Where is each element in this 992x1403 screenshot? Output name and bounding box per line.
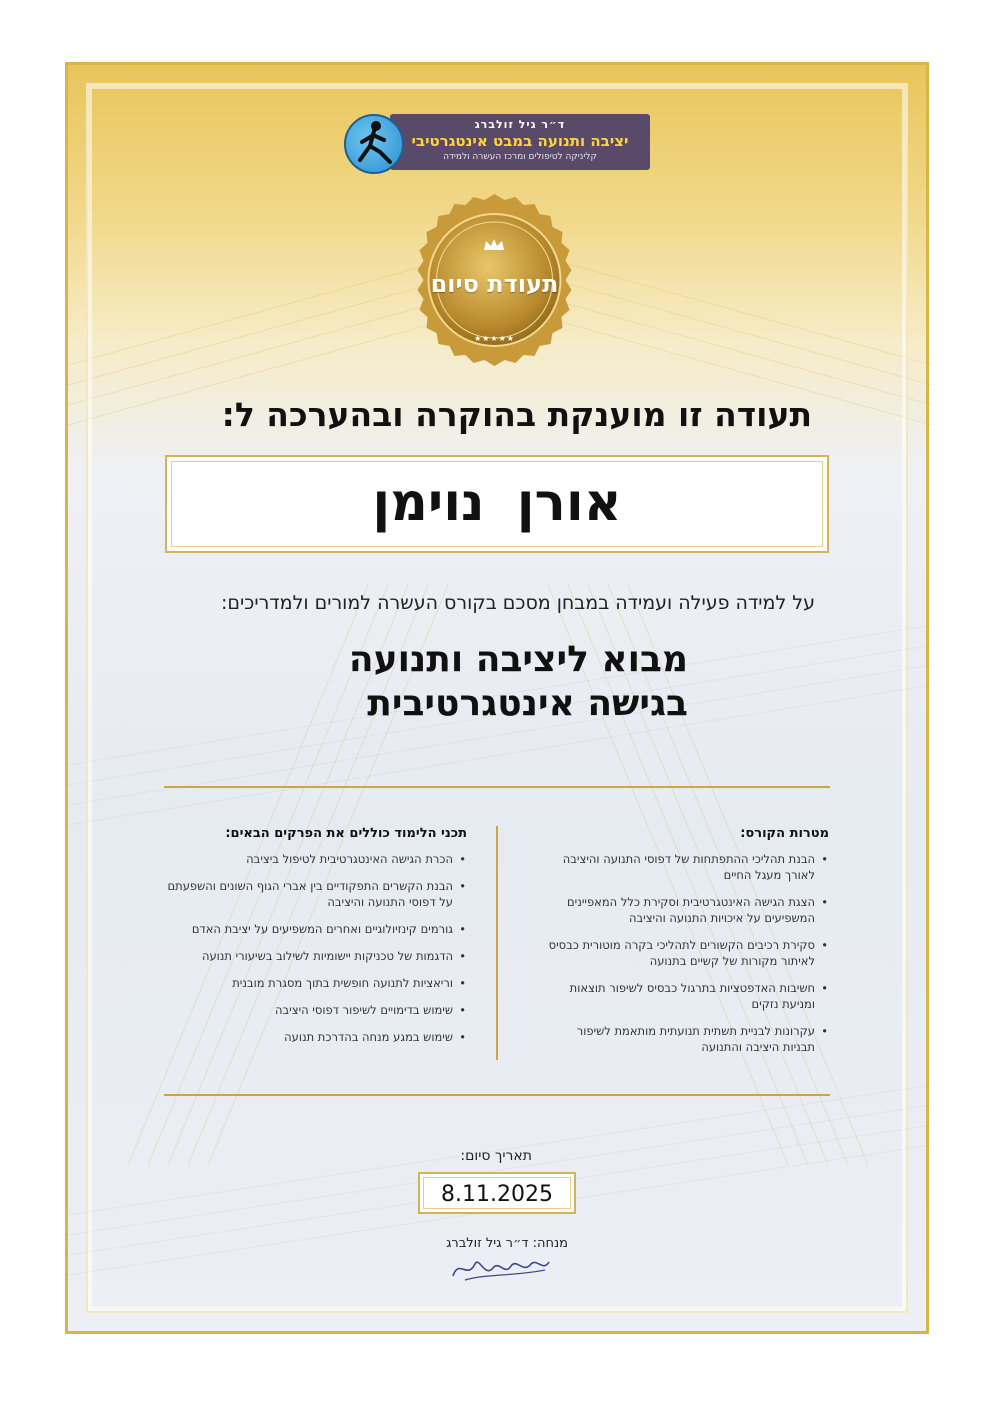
runner-icon — [344, 114, 404, 174]
recipient-name: אורן נוימן — [372, 473, 622, 533]
award-statement: תעודה זו מוענקת בהוקרה ובהערכה ל: — [221, 395, 812, 434]
completion-text: על למידה פעילה ועמידה במבחן מסכם בקורס העשרה למורים ולמדריכים: — [221, 592, 815, 614]
crown-icon — [482, 238, 506, 252]
content-item: • הדגמות של טכניקות יישומיות לשילוב בשיעורי תנועה — [165, 948, 453, 964]
goal-item: • חשיבות האדפטציות בתרגול כבסיס לשיפור תוצאות ומניעת נזקים — [548, 980, 815, 1012]
course-title — [230, 638, 688, 726]
date-box — [418, 1172, 576, 1214]
signature-image — [445, 1250, 555, 1284]
completion-date: 8.11.2025 — [441, 1182, 553, 1207]
logo-title: יציבה ותנועה במבט אינטגרטיבי — [411, 132, 629, 150]
recipient-name-box — [165, 455, 829, 553]
course-title-line-2: בגישה אינטגרטיבית — [367, 683, 688, 724]
course-content — [165, 826, 467, 1056]
logo-banner — [390, 114, 650, 170]
content-item: • שימוש במגע מנחה בהדרכת תנועה — [165, 1029, 453, 1045]
top-divider — [164, 786, 830, 788]
content-item: • הבנת הקשרים התפקודיים בין אברי הגוף השונים והשפעתם על דפוסי התנועה והיציבה — [165, 878, 453, 910]
instructor-line: מנחה: ד״ר גיל זולברג — [446, 1236, 568, 1251]
content-item: • וריאציות לתנועה חופשית בתוך מסגרת מובנית — [165, 975, 453, 991]
date-label: תאריך סיום: — [460, 1148, 532, 1164]
content-item: • גורמים קינזיולוגיים ואחרים המשפיעים על יציבת האדם — [165, 921, 453, 937]
seal-stars: ★★★★★ — [474, 334, 515, 343]
clinic-logo — [344, 112, 650, 172]
course-goals — [548, 826, 829, 1066]
column-divider — [496, 826, 498, 1060]
goal-item: • הבנת תהליכי ההתפתחות של דפוסי התנועה והיציבה לאורך מעגל החיים — [548, 851, 815, 883]
bottom-divider — [164, 1094, 830, 1096]
goal-item: • הצגת הגישה האינטגרטיבית וסקירת כלל המאפיינים המשפיעים על איכויות התנועה והיציבה — [548, 894, 815, 926]
course-title-line-1: מבוא ליציבה ותנועה — [348, 639, 688, 680]
logo-doctor-name: ד״ר גיל זולברג — [474, 118, 566, 131]
completion-seal — [407, 190, 582, 370]
content-title: תכני הלימוד כוללים את הפרקים הבאים: — [225, 826, 467, 841]
goal-item: • סקירת רכיבים הקשורים לתהליכי בקרה מוטורית כבסיס לאיתור מקורות של קשיים בתנועה — [548, 937, 815, 969]
content-item: • הכרת הגישה האינטגרטיבית לטיפול ביציבה — [165, 851, 453, 867]
seal-title: תעודת סיום — [430, 270, 559, 298]
logo-subtitle: קליניקה לטיפולים ומרכז העשרה ולמידה — [443, 152, 597, 162]
content-item: • שימוש בדימויים לשיפור דפוסי היציבה — [165, 1002, 453, 1018]
goal-item: • עקרונות לבניית תשתית תנועתית מותאמת לשיפור תבניות היציבה והתנועה — [548, 1023, 815, 1055]
goals-title: מטרות הקורס: — [740, 826, 829, 841]
